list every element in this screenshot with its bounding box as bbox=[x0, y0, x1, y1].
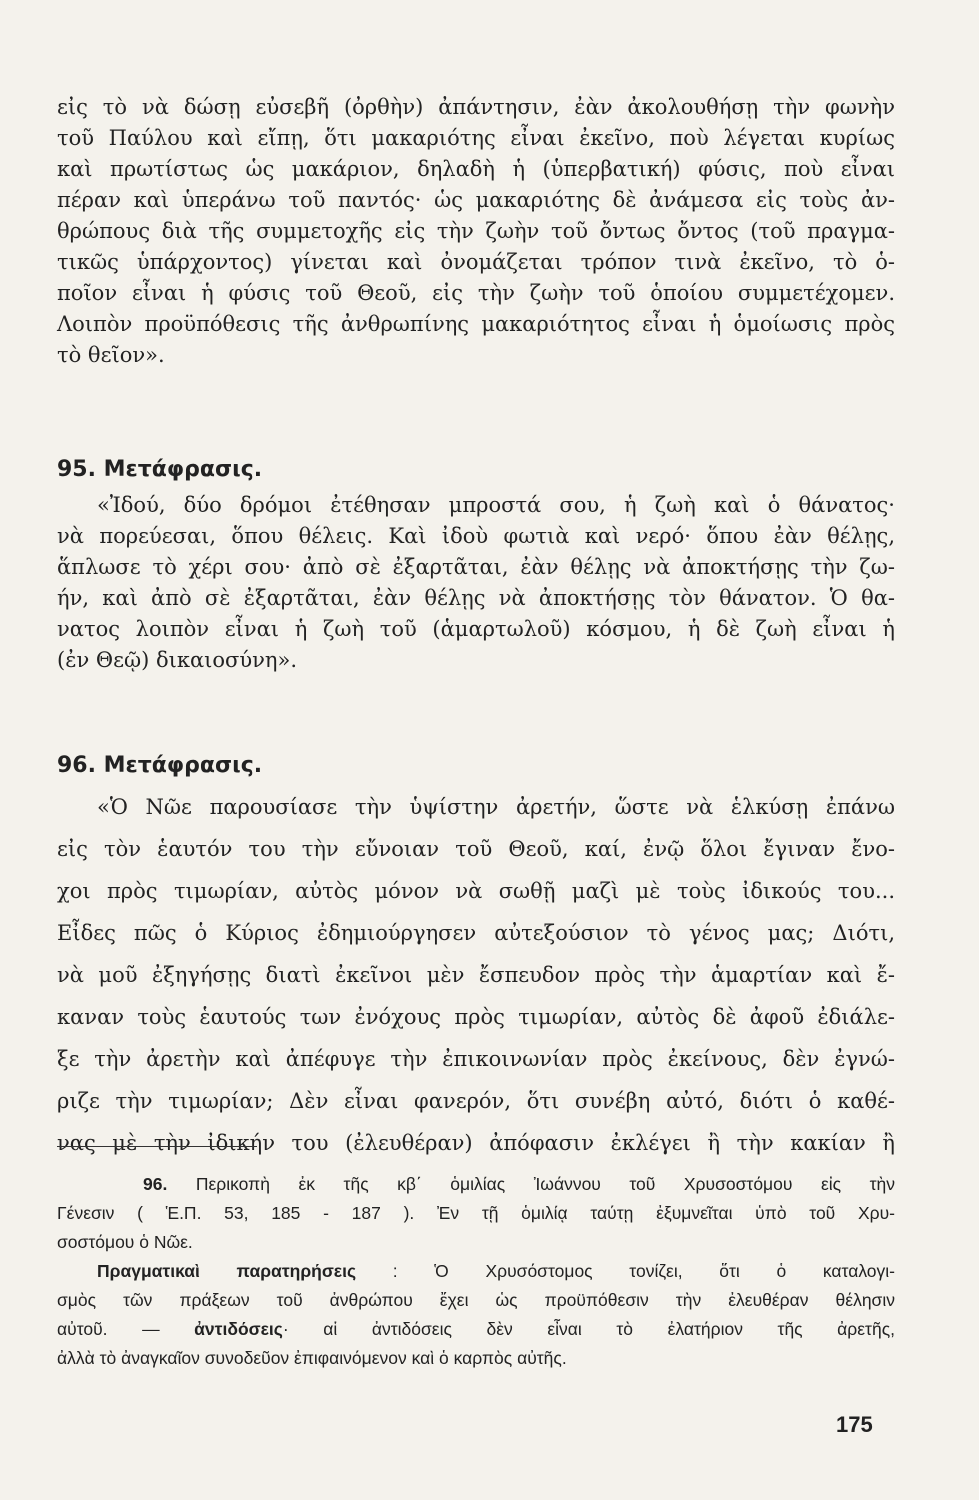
footnote-number: 96. bbox=[143, 1174, 168, 1194]
section-heading-95: 95. Μετάφρασις. bbox=[57, 457, 263, 482]
footnote-line bbox=[57, 1170, 895, 1199]
text-line: θρώπους διὰ τῆς συμμετοχῆς εἰς τὴν ζωὴν τοῦ ὄντως ὄντος (τοῦ πραγμα- bbox=[57, 219, 895, 243]
text-line: (ἐν Θεῷ) δικαιοσύνη». bbox=[57, 648, 298, 672]
footnote-text: Περικοπὴ ἐκ τῆς κβ΄ ὁμιλίας Ἰωάννου τοῦ Χρυσοστόμου εἰς τὴν bbox=[195, 1174, 895, 1194]
footnote-text: : Ὁ Χρυσόστομος τονίζει, ὅτι ὁ καταλογι- bbox=[392, 1261, 895, 1281]
page-number: 175 bbox=[836, 1412, 873, 1437]
text-line: νὰ πορεύεσαι, ὅπου θέλεις. Καὶ ἰδοὺ φωτιὰ καὶ νερό· ὅπου ἐὰν θέλῃς, bbox=[57, 524, 895, 548]
text-line: πέραν καὶ ὑπεράνω τοῦ παντός· ὡς μακαριότης δὲ ἀνάμεσα εἰς τοὺς ἀν- bbox=[57, 188, 895, 212]
footnote-divider bbox=[57, 1146, 257, 1147]
section-96 bbox=[57, 746, 895, 1164]
text-line: τὸ θεῖον». bbox=[57, 343, 165, 367]
text-line: ριζε τὴν τιμωρίαν; Δὲν εἶναι φανερόν, ὅτι συνέβη αὐτό, διότι ὁ καθέ- bbox=[57, 1089, 895, 1113]
text-line: εἰς τὸν ἑαυτόν του τὴν εὔνοιαν τοῦ Θεοῦ, καί, ἐνῷ ὅλοι ἔγιναν ἔνο- bbox=[57, 837, 895, 861]
section-heading-96: 96. Μετάφρασις. bbox=[57, 753, 263, 778]
text-line: τικῶς ὑπάρχοντος) γίνεται καὶ ὀνομάζεται τρόπον τινὰ ἐκεῖνο, τὸ ὁ- bbox=[57, 250, 895, 274]
text-block-continued bbox=[57, 92, 895, 371]
footnotes bbox=[57, 1170, 895, 1373]
footnote-line bbox=[57, 1315, 895, 1344]
footnote-text: · αἱ ἀντιδόσεις δὲν εἶναι τὸ ἐλατήριον τῆς ἀρετῆς, bbox=[282, 1319, 895, 1339]
footnote-label: Πραγματικαὶ παρατηρήσεις bbox=[97, 1261, 357, 1281]
text-line: «Ὁ Νῶε παρουσίασε τὴν ὑψίστην ἀρετήν, ὥστε νὰ ἑλκύσῃ ἐπάνω bbox=[97, 795, 895, 819]
text-line: νας μὲ τὴν ἰδικήν του (ἐλευθέραν) ἀπόφασιν ἐκλέγει ἢ τὴν κακίαν ἢ bbox=[57, 1131, 895, 1155]
text-line: καὶ πρωτίστως ὡς μακάριον, δηλαδὴ ἡ (ὑπερβατική) φύσις, ποὺ εἶναι bbox=[57, 157, 895, 181]
text-line: ήν, καὶ ἀπὸ σὲ ἐξαρτᾶται, ἐὰν θέλῃς νὰ ἀποκτήσῃς τὸν θάνατον. Ὁ θα- bbox=[57, 586, 895, 610]
footnote-line: ἀλλὰ τὸ ἀναγκαῖον συνοδεῦον ἐπιφαινόμενον καὶ ὁ καρπὸς αὐτῆς. bbox=[57, 1348, 567, 1368]
footnote-text: αὐτοῦ. — bbox=[57, 1319, 160, 1339]
text-line: «Ἰδού, δύο δρόμοι ἐτέθησαν μπροστά σου, ἡ ζωὴ καὶ ὁ θάνατος· bbox=[97, 493, 895, 517]
footnote-line: σμὸς τῶν πράξεων τοῦ ἀνθρώπου ἔχει ὡς προϋπόθεσιν τὴν ἐλευθέραν θέλησιν bbox=[57, 1290, 895, 1310]
section-95 bbox=[57, 450, 895, 676]
footnote-label: ἀντιδόσεις bbox=[194, 1319, 283, 1339]
text-line: εἰς τὸ νὰ δώσῃ εὐσεβῆ (ὀρθὴν) ἀπάντησιν, ἐὰν ἀκολουθήσῃ τὴν φωνὴν bbox=[57, 95, 895, 119]
text-line: χοι πρὸς τιμωρίαν, αὐτὸς μόνον νὰ σωθῇ μαζὶ μὲ τοὺς ἰδικούς του... bbox=[57, 879, 895, 903]
text-line: ἅπλωσε τὸ χέρι σου· ἀπὸ σὲ ἐξαρτᾶται, ἐὰν θέλῃς νὰ ἀποκτήσῃς τὴν ζω- bbox=[57, 555, 895, 579]
footnote-line: σοστόμου ὁ Νῶε. bbox=[57, 1232, 193, 1252]
footnote-line bbox=[57, 1257, 895, 1286]
text-line: Λοιπὸν προϋπόθεσις τῆς ἀνθρωπίνης μακαριότητος εἶναι ἡ ὁμοίωσις πρὸς bbox=[57, 312, 895, 336]
text-line: τοῦ Παύλου καὶ εἴπῃ, ὅτι μακαριότης εἶναι ἐκεῖνο, ποὺ λέγεται κυρίως bbox=[57, 126, 895, 150]
footnote-line: Γένεσιν ( Ἑ.Π. 53, 185 - 187 ). Ἐν τῇ ὁμιλίᾳ ταύτῃ ἐξυμνεῖται ὑπὸ τοῦ Χρυ- bbox=[57, 1203, 895, 1223]
text-line: ξε τὴν ἀρετὴν καὶ ἀπέφυγε τὴν ἐπικοινωνίαν πρὸς ἐκείνους, δὲν ἐγνώ- bbox=[57, 1047, 895, 1071]
text-line: καναν τοὺς ἑαυτούς των ἐνόχους πρὸς τιμωρίαν, αὐτὸς δὲ ἀφοῦ ἐδιάλε- bbox=[57, 1005, 895, 1029]
text-line: νατος λοιπὸν εἶναι ἡ ζωὴ τοῦ (ἁμαρτωλοῦ) κόσμου, ἡ δὲ ζωὴ εἶναι ἡ bbox=[57, 617, 895, 641]
text-line: ποῖον εἶναι ἡ φύσις τοῦ Θεοῦ, εἰς τὴν ζωὴν τοῦ ὁποίου συμμετέχομεν. bbox=[57, 281, 895, 305]
text-line: Εἶδες πῶς ὁ Κύριος ἐδημιούργησεν αὐτεξούσιον τὸ γένος μας; Διότι, bbox=[57, 921, 895, 945]
text-line: νὰ μοῦ ἐξηγήσῃς διατὶ ἐκεῖνοι μὲν ἔσπευδον πρὸς τὴν ἁμαρτίαν καὶ ἔ- bbox=[57, 963, 895, 987]
